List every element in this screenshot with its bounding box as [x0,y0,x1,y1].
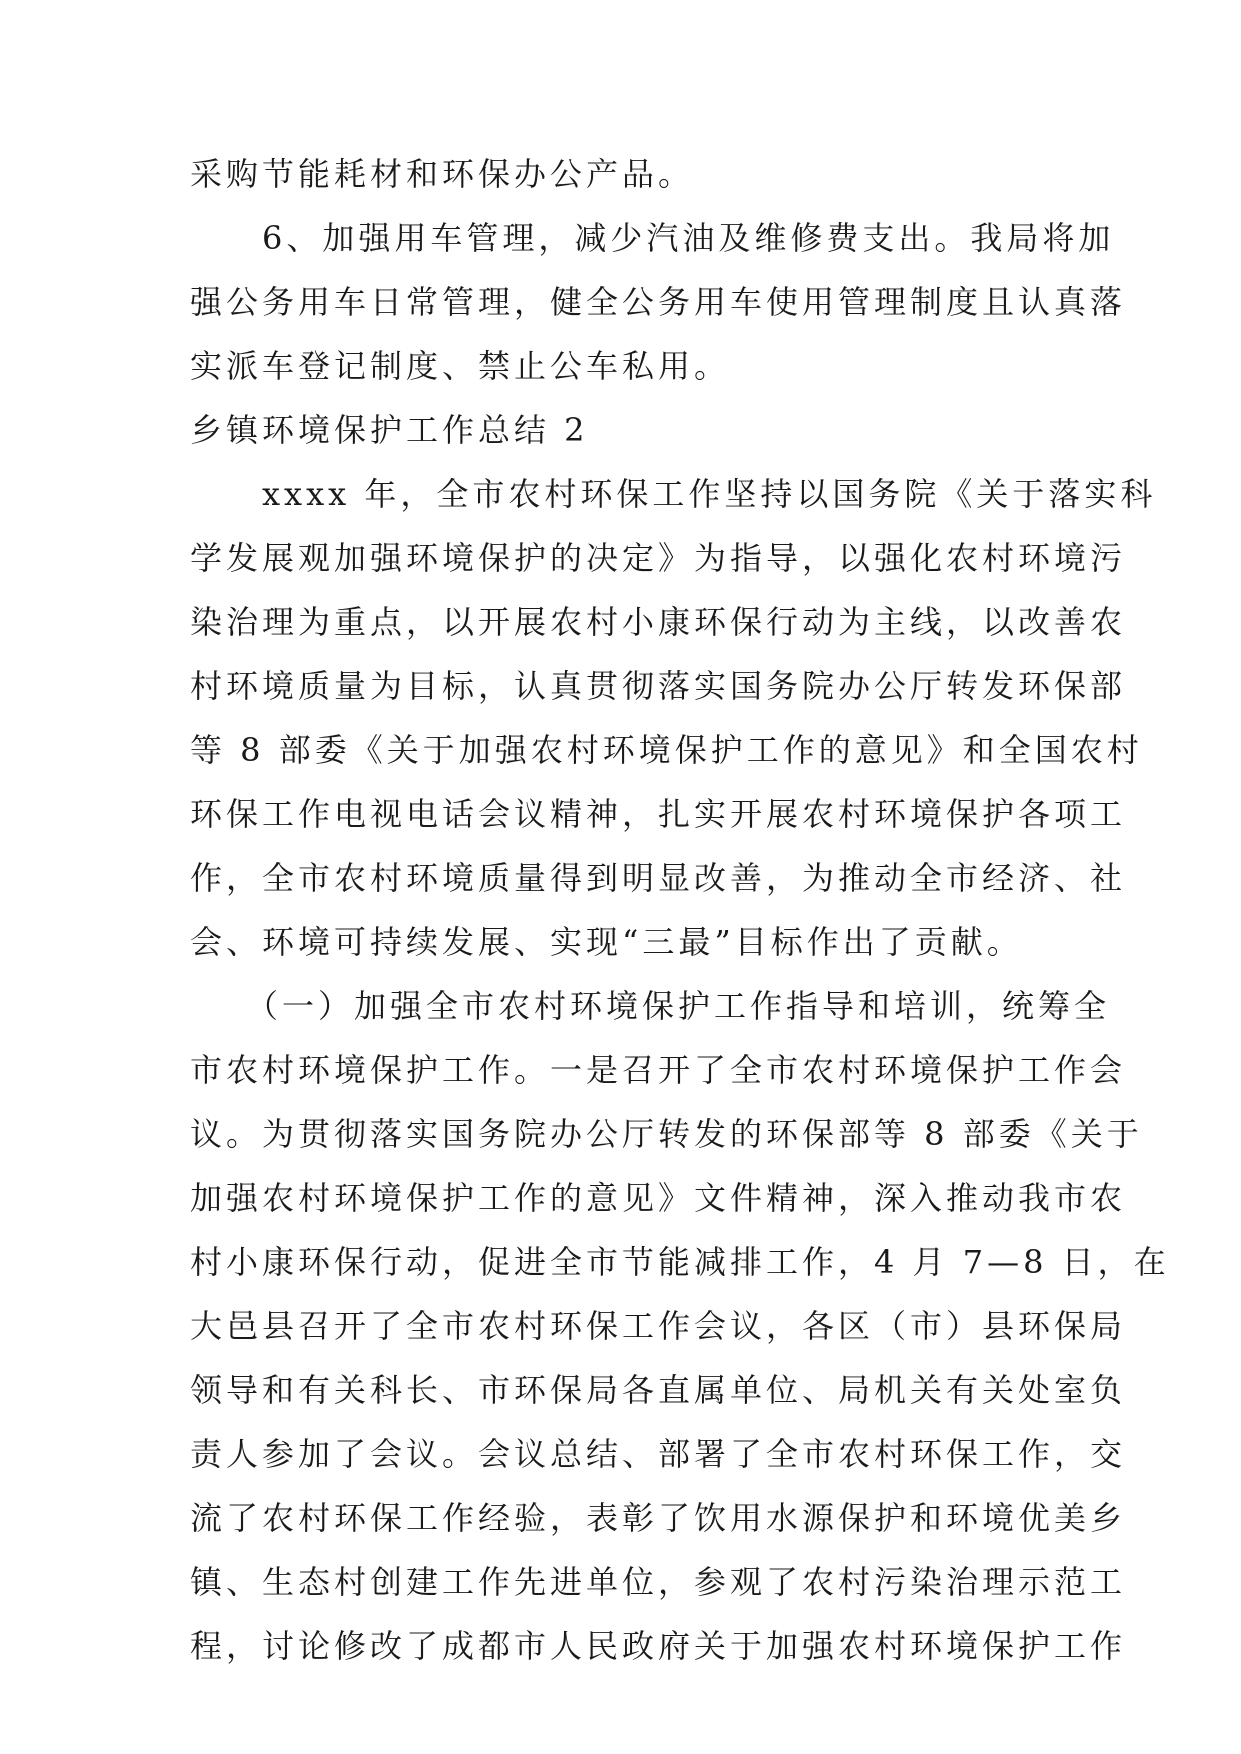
text-line: 实派车登记制度、禁止公车私用。 [190,347,731,385]
text-line: 镇、生态村创建工作先进单位，参观了农村污染治理示范工 [190,1563,1127,1601]
section-heading: 乡镇环境保护工作总结 2 [190,411,589,449]
text-line: 采购节能耗材和环保办公产品。 [190,155,695,193]
text-line: 责人参加了会议。会议总结、部署了全市农村环保工作，交 [190,1435,1127,1473]
text-line: 村小康环保行动，促进全市节能减排工作，4 月 7—8 日，在 [190,1243,1170,1281]
text-line: 等 8 部委《关于加强农村环境保护工作的意见》和全国农村 [190,731,1143,769]
text-line: 领导和有关科长、市环保局各直属单位、局机关有关处室负 [190,1371,1127,1409]
document-body [190,142,1170,1678]
text-line: 会、环境可持续发展、实现“三最”目标作出了贡献。 [190,923,1023,961]
text-line: 市农村环境保护工作。一是召开了全市农村环境保护工作会 [190,1051,1127,1089]
text-line: 大邑县召开了全市农村环保工作会议，各区（市）县环保局 [190,1307,1127,1345]
text-line: 作，全市农村环境质量得到明显改善，为推动全市经济、社 [190,859,1127,897]
text-line: 环保工作电视电话会议精神，扎实开展农村环境保护各项工 [190,795,1127,833]
text-line: 强公务用车日常管理，健全公务用车使用管理制度且认真落 [190,283,1127,321]
text-line: 议。为贯彻落实国务院办公厅转发的环保部等 8 部委《关于 [190,1115,1143,1153]
text-line: 学发展观加强环境保护的决定》为指导，以强化农村环境污 [190,539,1127,577]
text-line: 村环境质量为目标，认真贯彻落实国务院办公厅转发环保部 [190,667,1127,705]
text-line: 流了农村环保工作经验，表彰了饮用水源保护和环境优美乡 [190,1499,1127,1537]
paragraph-first-line: （一）加强全市农村环境保护工作指导和培训，统筹全 [190,987,1111,1025]
paragraph-first-line: 6、加强用车管理，减少汽油及维修费支出。我局将加 [190,219,1115,257]
paragraph-first-line: xxxx 年，全市农村环保工作坚持以国务院《关于落实科 [190,475,1157,513]
text-line: 程，讨论修改了成都市人民政府关于加强农村环境保护工作 [190,1627,1127,1665]
text-line: 加强农村环境保护工作的意见》文件精神，深入推动我市农 [190,1179,1127,1217]
text-line: 染治理为重点，以开展农村小康环保行动为主线，以改善农 [190,603,1127,641]
